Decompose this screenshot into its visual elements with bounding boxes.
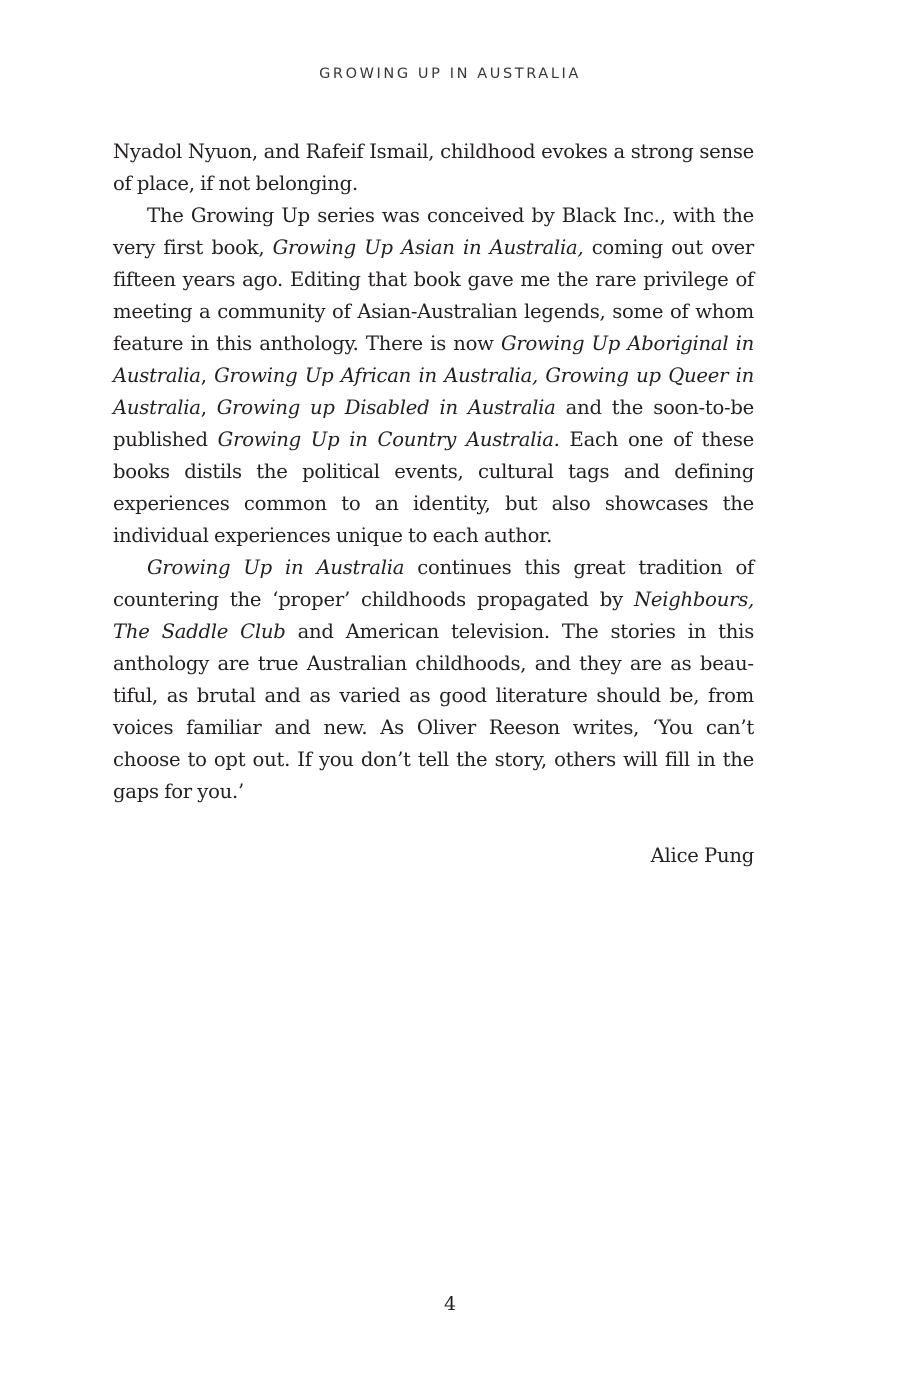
body-text xyxy=(113,136,754,872)
paragraph-2-text-3: , xyxy=(200,364,215,387)
paragraph-3-text-1: continues this great tradition of countering the ‘proper’ childhoods propagated by xyxy=(113,556,754,611)
paragraph-2-text-1: The Growing Up series was conceived by Black Inc., with the very first book, xyxy=(113,204,754,259)
book-title-country: Growing Up in Country Australia. xyxy=(217,428,560,451)
tv-show-titles: Neighbours, The Saddle Club xyxy=(113,588,754,643)
author-signature: Alice Pung xyxy=(650,844,754,867)
paragraph-2-text-5: and the soon-to-be published xyxy=(113,396,755,451)
paragraph-2 xyxy=(113,200,754,552)
paragraph-3 xyxy=(113,552,754,808)
paragraph-1-text: Nyadol Nyuon, and Rafeif Ismail, childhood evokes a strong sense of place, if not belonging. xyxy=(113,140,754,195)
paragraph-3-text-2: and American television. The stories in this anthology are true Australian childhoods, and they are as beautiful, as brutal and as varied as good literature should be, from voices familiar and new. As Oliver Reeson writes, ‘You can’t choose to opt out. If you don’t tell the story, others will fill in the gaps for you.’ xyxy=(113,620,754,803)
page-number: 4 xyxy=(443,1293,457,1315)
paragraph-2-text-2: coming out over fifteen years ago. Editing that book gave me the rare privilege of meeting a community of Asian-Australian legends, some of whom feature in this anthology. There is now xyxy=(113,236,755,355)
book-title-asian: Growing Up Asian in Australia, xyxy=(272,236,584,259)
paragraph-1 xyxy=(113,136,754,200)
running-head: GROWING UP IN AUSTRALIA xyxy=(319,66,581,82)
paragraph-2-text-6: Each one of these books distils the political events, cultural tags and defining experiences common to an identity, but also showcases the individual experiences unique to each author. xyxy=(113,428,754,547)
book-title-australia: Growing Up in Australia xyxy=(147,556,405,579)
paragraph-2-text-4: , xyxy=(200,396,217,419)
book-title-african-queer: Growing Up African in Australia, Growing up Queer in Australia xyxy=(113,364,754,419)
book-title-aboriginal: Growing Up Aboriginal in Australia xyxy=(113,332,755,387)
book-title-disabled: Growing up Disabled in Australia xyxy=(216,396,556,419)
